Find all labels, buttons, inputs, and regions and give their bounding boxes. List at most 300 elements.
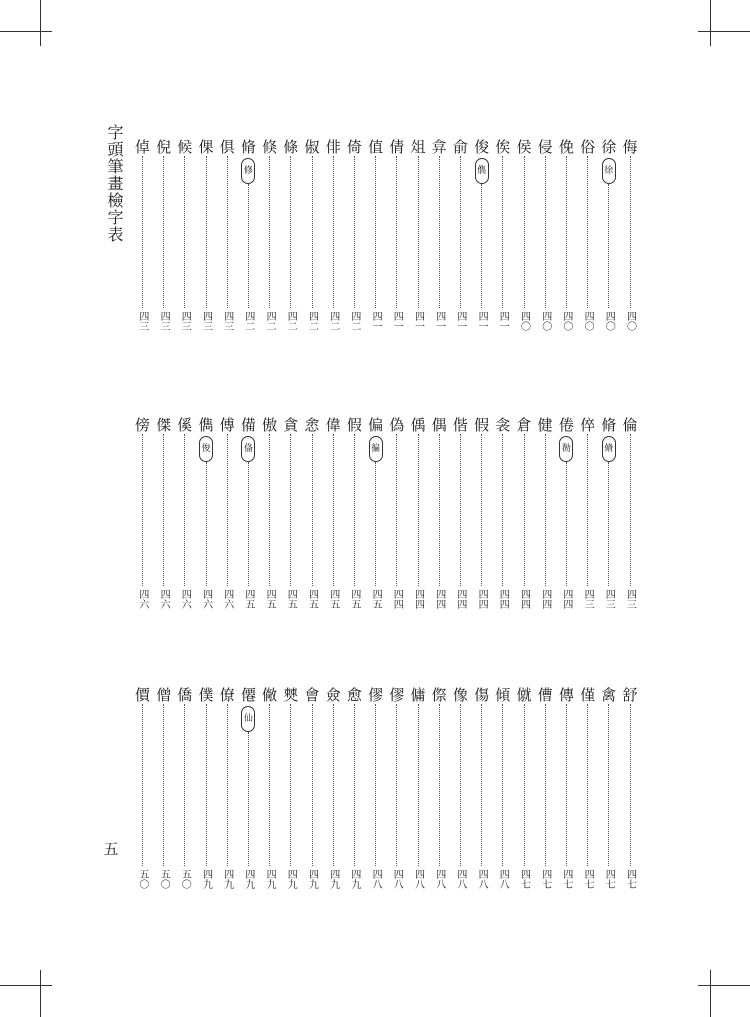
dotted-leader [439, 434, 440, 586]
page-reference: 四六 [179, 589, 191, 609]
index-entry [450, 416, 470, 616]
index-entry [599, 416, 619, 616]
page-reference: 四九 [264, 869, 276, 889]
variant-note: 修 [241, 158, 255, 184]
entry-character: 傍 [134, 416, 150, 434]
page-reference: 四四 [454, 589, 466, 609]
dotted-leader [396, 434, 397, 586]
dotted-leader [269, 434, 270, 586]
entry-character: 偉 [325, 416, 341, 434]
dotted-leader [206, 704, 207, 866]
entry-character: 傲 [262, 416, 278, 434]
dotted-leader [290, 434, 291, 586]
page-reference: 四五 [348, 589, 360, 609]
dotted-leader [375, 704, 376, 866]
page-reference: 四四 [560, 589, 572, 609]
entry-character: 傺 [431, 686, 447, 704]
entry-character: 倬 [134, 138, 150, 156]
index-entry [217, 138, 237, 338]
entry-character: 像 [452, 686, 468, 704]
page-reference: 四三 [179, 311, 191, 331]
page-reference: 四二 [242, 311, 254, 331]
page-reference: 四三 [221, 311, 233, 331]
dotted-leader [142, 704, 143, 866]
index-entry [620, 416, 640, 616]
index-entry [323, 138, 343, 338]
entry-character: 傑 [156, 416, 172, 434]
dotted-leader [587, 434, 588, 586]
index-entry [578, 686, 598, 896]
page-reference: 四三 [200, 311, 212, 331]
dotted-leader [206, 462, 207, 586]
page-reference: 四八 [412, 869, 424, 889]
page-reference: 四八 [497, 869, 509, 889]
page-reference: 四七 [539, 869, 551, 889]
index-entry [238, 416, 258, 616]
crop-mark [0, 31, 52, 32]
page-reference: 四四 [539, 589, 551, 609]
dotted-leader [481, 434, 482, 586]
dotted-leader [184, 704, 185, 866]
index-entry [556, 686, 576, 896]
dotted-leader [375, 156, 376, 308]
page-reference: 四一 [476, 311, 488, 331]
page-reference: 四八 [370, 869, 382, 889]
index-entry [281, 686, 301, 896]
dotted-leader [608, 704, 609, 866]
crop-mark [710, 970, 711, 1017]
entry-character: 僊 [240, 686, 256, 704]
page-reference: 四九 [200, 869, 212, 889]
entry-character: 假 [346, 416, 362, 434]
entry-character: 俱 [219, 138, 235, 156]
entry-character: 偊 [410, 416, 426, 434]
entry-character: 俎 [410, 138, 426, 156]
page-reference: 四四 [497, 589, 509, 609]
entry-character: 偕 [452, 416, 468, 434]
entry-character: 弇 [431, 138, 447, 156]
entry-character: 俟 [495, 138, 511, 156]
index-entry [132, 416, 152, 616]
entry-character: 侵 [537, 138, 553, 156]
index-entry [535, 138, 555, 338]
page-reference: 四五 [264, 589, 276, 609]
index-entry [302, 416, 322, 616]
page-reference: 四四 [391, 589, 403, 609]
page-reference: 四九 [348, 869, 360, 889]
entry-character: 俳 [325, 138, 341, 156]
dotted-leader [184, 156, 185, 308]
dotted-leader [545, 156, 546, 308]
index-entry [556, 138, 576, 338]
page-reference: 四六 [158, 589, 170, 609]
entry-character: 倪 [156, 138, 172, 156]
dotted-leader [354, 704, 355, 866]
entry-character: 候 [177, 138, 193, 156]
index-entry [238, 686, 258, 896]
dotted-leader [524, 434, 525, 586]
page-reference: 五〇 [158, 869, 170, 889]
dotted-leader [587, 704, 588, 866]
index-entry [493, 686, 513, 896]
dotted-leader [312, 156, 313, 308]
dotted-leader [163, 434, 164, 586]
dotted-leader [566, 156, 567, 308]
index-entry [175, 416, 195, 616]
page-reference: 四八 [454, 869, 466, 889]
index-entry [154, 416, 174, 616]
entry-character: 悆 [304, 416, 320, 434]
index-entry [472, 138, 492, 338]
index-entry [302, 686, 322, 896]
variant-note: 脩 [602, 436, 616, 462]
index-entry [408, 686, 428, 896]
dotted-leader [206, 156, 207, 308]
index-entry [387, 416, 407, 616]
entry-character: 俶 [304, 138, 320, 156]
page-reference: 四一 [391, 311, 403, 331]
page-reference: 四六 [200, 589, 212, 609]
page-reference: 四〇 [624, 311, 636, 331]
page-reference: 四三 [582, 589, 594, 609]
entry-character: 偽 [389, 416, 405, 434]
index-entry [217, 686, 237, 896]
dotted-leader [354, 434, 355, 586]
index-entry [408, 138, 428, 338]
index-entry [260, 416, 280, 616]
dotted-leader [608, 462, 609, 586]
index-entry [514, 138, 534, 338]
entry-character: 俗 [580, 138, 596, 156]
index-entry [196, 686, 216, 896]
dotted-leader [524, 156, 525, 308]
page-reference: 四一 [454, 311, 466, 331]
dotted-leader [439, 704, 440, 866]
entry-character: 脩 [601, 416, 617, 434]
entry-character: 僇 [368, 686, 384, 704]
entry-character: 傭 [410, 686, 426, 704]
dotted-leader [502, 434, 503, 586]
index-entry [429, 416, 449, 616]
entry-character: 倮 [198, 138, 214, 156]
index-entry [366, 138, 386, 338]
dotted-leader [566, 462, 567, 586]
dotted-leader [312, 704, 313, 866]
dotted-leader [163, 156, 164, 308]
dotted-leader [396, 156, 397, 308]
index-entry [132, 686, 152, 896]
index-entry [175, 138, 195, 338]
entry-character: 傷 [474, 686, 490, 704]
dotted-leader [227, 434, 228, 586]
dotted-leader [630, 434, 631, 586]
dotted-leader [184, 434, 185, 586]
page-reference: 四二 [264, 311, 276, 331]
dotted-leader [481, 184, 482, 308]
page-reference: 四〇 [518, 311, 530, 331]
page-reference: 四一 [433, 311, 445, 331]
crop-mark [40, 970, 41, 1017]
index-entry [620, 686, 640, 896]
dotted-leader [524, 704, 525, 866]
dotted-leader [460, 156, 461, 308]
entry-character: 僦 [516, 686, 532, 704]
entry-character: 健 [537, 416, 553, 434]
index-entry [260, 138, 280, 338]
page-reference: 四三 [624, 589, 636, 609]
index-entry [132, 138, 152, 338]
page-reference: 四四 [518, 589, 530, 609]
index-entry [599, 686, 619, 896]
index-entry [344, 416, 364, 616]
dotted-leader [333, 156, 334, 308]
dotted-leader [566, 704, 567, 866]
index-entry [281, 416, 301, 616]
page-reference: 四七 [560, 869, 572, 889]
index-entry [493, 416, 513, 616]
dotted-leader [502, 704, 503, 866]
page-reference: 五〇 [136, 869, 148, 889]
page-reference: 四四 [476, 589, 488, 609]
entry-character: 禽 [601, 686, 617, 704]
dotted-leader [333, 434, 334, 586]
variant-note: 俻 [241, 436, 255, 462]
index-entry [493, 138, 513, 338]
index-entry [366, 416, 386, 616]
dotted-leader [481, 704, 482, 866]
dotted-leader [333, 704, 334, 866]
side-title: 字頭筆畫檢字表 [105, 124, 124, 243]
page-reference: 四七 [603, 869, 615, 889]
entry-character: 儁 [198, 416, 214, 434]
dotted-leader [290, 156, 291, 308]
page-reference: 四三 [136, 311, 148, 331]
entry-character: 僕 [198, 686, 214, 704]
dotted-leader [312, 434, 313, 586]
index-entry [472, 686, 492, 896]
page-reference: 四五 [242, 589, 254, 609]
index-entry [535, 686, 555, 896]
entry-character: 衾 [495, 416, 511, 434]
dotted-leader [248, 732, 249, 866]
page-reference: 四一 [370, 311, 382, 331]
dotted-leader [418, 704, 419, 866]
index-block-1 [130, 138, 640, 338]
variant-note: 俊 [199, 436, 213, 462]
dotted-leader [545, 434, 546, 586]
index-entry [450, 138, 470, 338]
page-reference: 四五 [306, 589, 318, 609]
index-entry [599, 138, 619, 338]
page-reference: 四五 [327, 589, 339, 609]
page-reference: 四九 [242, 869, 254, 889]
variant-note: 儁 [475, 158, 489, 184]
dotted-leader [248, 462, 249, 586]
page-reference: 四九 [221, 869, 233, 889]
crop-mark [0, 985, 52, 986]
entry-character: 傾 [495, 686, 511, 704]
entry-character: 傳 [558, 686, 574, 704]
page-reference: 四二 [327, 311, 339, 331]
page-reference: 四六 [221, 589, 233, 609]
page-reference: 四〇 [603, 311, 615, 331]
entry-character: 倅 [580, 416, 596, 434]
page-reference: 四〇 [539, 311, 551, 331]
index-entry [302, 138, 322, 338]
page-reference: 四八 [476, 869, 488, 889]
index-entry [196, 416, 216, 616]
entry-character: 僘 [262, 686, 278, 704]
entry-character: 條 [283, 138, 299, 156]
index-entry [154, 138, 174, 338]
dotted-leader [439, 156, 440, 308]
page-reference: 四四 [433, 589, 445, 609]
dotted-leader [630, 704, 631, 866]
entry-character: 倏 [262, 138, 278, 156]
variant-note: 徐 [602, 158, 616, 184]
dotted-leader [418, 156, 419, 308]
dotted-leader [227, 704, 228, 866]
entry-character: 俛 [558, 138, 574, 156]
dotted-leader [630, 156, 631, 308]
index-entry [344, 686, 364, 896]
entry-character: 愈 [346, 686, 362, 704]
page-reference: 四二 [348, 311, 360, 331]
index-entry [344, 138, 364, 338]
index-entry [323, 686, 343, 896]
entry-character: 偶 [431, 416, 447, 434]
entry-character: 俊 [474, 138, 490, 156]
page-reference: 四〇 [560, 311, 572, 331]
page-reference: 四五 [285, 589, 297, 609]
dotted-leader [269, 156, 270, 308]
dotted-leader [502, 156, 503, 308]
index-entry [217, 416, 237, 616]
page-reference: 四〇 [582, 311, 594, 331]
dotted-leader [418, 434, 419, 586]
variant-note: 徧 [369, 436, 383, 462]
entry-character: 脩 [240, 138, 256, 156]
index-entry [323, 416, 343, 616]
index-entry [366, 686, 386, 896]
page-reference: 四二 [306, 311, 318, 331]
page-reference: 五〇 [179, 869, 191, 889]
index-block-2 [130, 416, 640, 616]
entry-character: 倩 [389, 138, 405, 156]
index-entry [514, 686, 534, 896]
dotted-leader [248, 184, 249, 308]
index-entry [429, 138, 449, 338]
entry-character: 倚 [346, 138, 362, 156]
index-entry [238, 138, 258, 338]
dotted-leader [142, 156, 143, 308]
entry-character: 僧 [156, 686, 172, 704]
page-reference: 四六 [136, 589, 148, 609]
page-reference: 四七 [624, 869, 636, 889]
dotted-leader [545, 704, 546, 866]
dotted-leader [227, 156, 228, 308]
entry-character: 偏 [368, 416, 384, 434]
crop-mark [40, 0, 41, 46]
index-entry [620, 138, 640, 338]
variant-note: 仙 [241, 706, 255, 732]
dotted-leader [375, 462, 376, 586]
entry-character: 備 [240, 416, 256, 434]
page-reference: 四八 [433, 869, 445, 889]
index-entry [556, 416, 576, 616]
page-number: 五 [103, 840, 119, 858]
page-reference: 四三 [158, 311, 170, 331]
entry-character: 傅 [219, 416, 235, 434]
entry-character: 值 [368, 138, 384, 156]
crop-mark [698, 985, 750, 986]
page-reference: 四九 [306, 869, 318, 889]
index-entry [535, 416, 555, 616]
page-reference: 四一 [412, 311, 424, 331]
index-entry [260, 686, 280, 896]
entry-character: 會 [304, 686, 320, 704]
entry-character: 俞 [452, 138, 468, 156]
index-block-3 [130, 686, 640, 896]
entry-character: 貪 [283, 416, 299, 434]
page-reference: 四四 [412, 589, 424, 609]
dotted-leader [269, 704, 270, 866]
page-reference: 四二 [285, 311, 297, 331]
index-entry [514, 416, 534, 616]
index-entry [450, 686, 470, 896]
page-reference: 四五 [370, 589, 382, 609]
page-reference: 四三 [603, 589, 615, 609]
page-reference: 四八 [391, 869, 403, 889]
entry-character: 僉 [325, 686, 341, 704]
page-reference: 四一 [497, 311, 509, 331]
index-entry [429, 686, 449, 896]
crop-mark [698, 31, 750, 32]
crop-mark [710, 0, 711, 46]
dotted-leader [163, 704, 164, 866]
page-reference: 四九 [327, 869, 339, 889]
entry-character: 僰 [283, 686, 299, 704]
entry-character: 舒 [622, 686, 638, 704]
page-reference: 四九 [285, 869, 297, 889]
dotted-leader [460, 434, 461, 586]
index-entry [472, 416, 492, 616]
entry-character: 價 [134, 686, 150, 704]
variant-note: 勌 [559, 436, 573, 462]
entry-character: 倉 [516, 416, 532, 434]
entry-character: 倦 [558, 416, 574, 434]
dotted-leader [396, 704, 397, 866]
entry-character: 侮 [622, 138, 638, 156]
index-entry [387, 138, 407, 338]
index-entry [578, 138, 598, 338]
entry-character: 僚 [219, 686, 235, 704]
dotted-leader [460, 704, 461, 866]
entry-character: 徐 [601, 138, 617, 156]
dotted-leader [142, 434, 143, 586]
entry-character: 倫 [622, 416, 638, 434]
entry-character: 侯 [516, 138, 532, 156]
dotted-leader [608, 184, 609, 308]
index-entry [408, 416, 428, 616]
index-entry [578, 416, 598, 616]
entry-character: 僇 [389, 686, 405, 704]
entry-character: 傒 [177, 416, 193, 434]
page-reference: 四七 [518, 869, 530, 889]
entry-character: 假 [474, 416, 490, 434]
index-entry [175, 686, 195, 896]
dotted-leader [587, 156, 588, 308]
